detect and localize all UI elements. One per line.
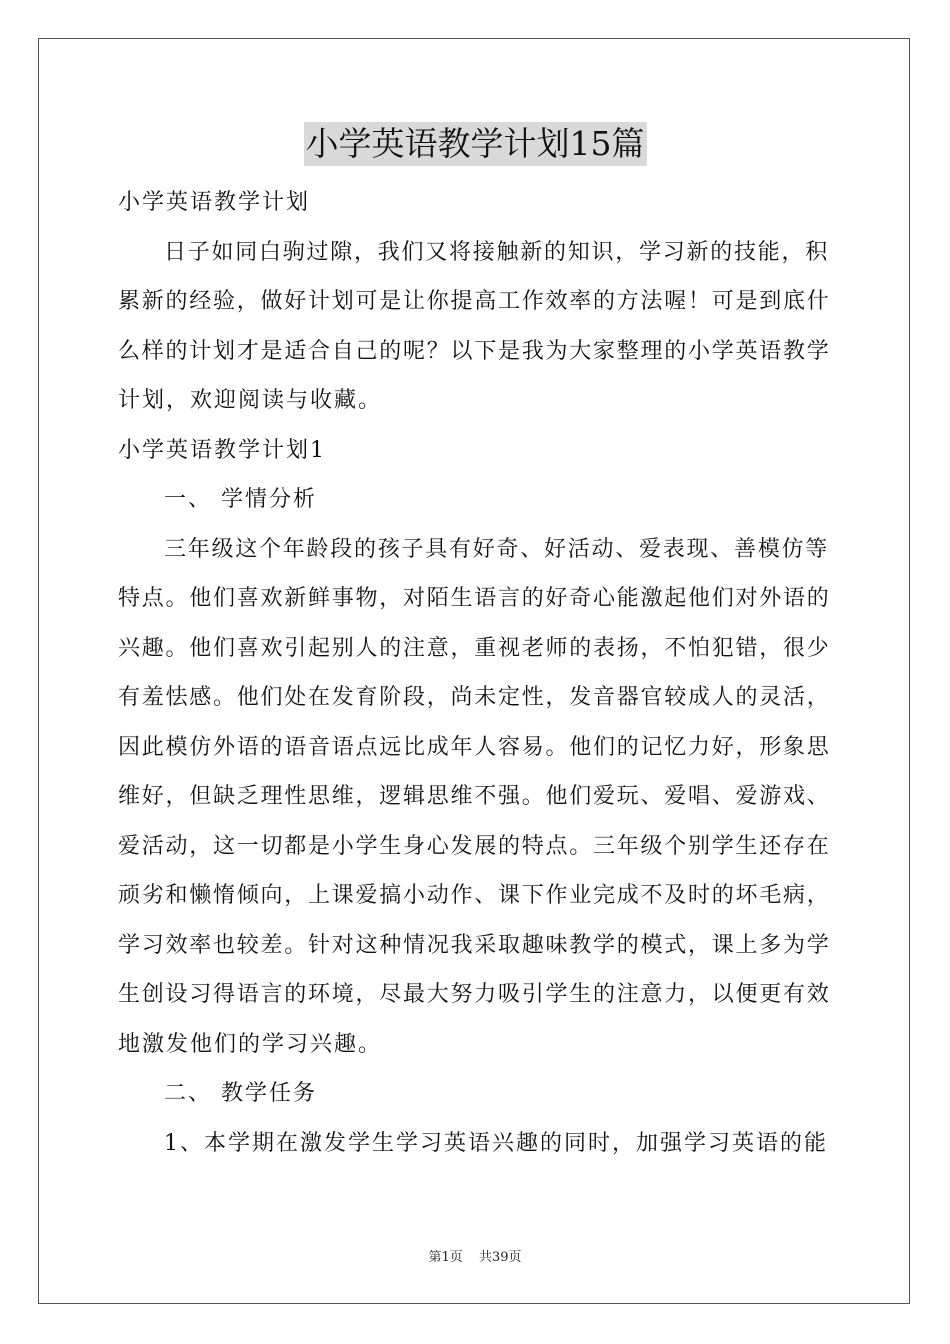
text-line: 学习效率也较差。针对这种情况我采取趣味教学的模式，课上多为学 xyxy=(118,932,831,958)
page-footer xyxy=(0,1246,950,1265)
text-line: 一、 学情分析 xyxy=(164,487,317,512)
text-line: 兴趣。他们喜欢引起别人的注意，重视老师的表扬，不怕犯错，很少 xyxy=(118,635,831,661)
text-line: 维好，但缺乏理性思维，逻辑思维不强。他们爱玩、爱唱、爱游戏、 xyxy=(118,784,831,809)
text-line: 累新的经验，做好计划可是让你提高工作效率的方法喔！可是到底什 xyxy=(118,289,831,314)
text-line: 小学英语教学计划 xyxy=(118,190,311,215)
title-container xyxy=(0,122,950,166)
text-line: 顽劣和懒惰倾向，上课爱搞小动作、课下作业完成不及时的坏毛病， xyxy=(118,883,831,908)
text-line: 爱活动，这一切都是小学生身心发展的特点。三年级个别学生还存在 xyxy=(118,833,831,859)
text-line: 因此模仿外语的语音语点远比成年人容易。他们的记忆力好，形象思 xyxy=(118,734,831,760)
text-line: 生创设习得语言的环境，尽最大努力吸引学生的注意力，以便更有效 xyxy=(118,982,831,1007)
text-line: 计划，欢迎阅读与收藏。 xyxy=(118,388,383,413)
text-line: 二、 教学任务 xyxy=(164,1081,317,1106)
text-line: 1、本学期在激发学生学习英语兴趣的同时，加强学习英语的能 xyxy=(164,1130,828,1156)
text-line: 么样的计划才是适合自己的呢？以下是我为大家整理的小学英语教学 xyxy=(118,338,831,364)
text-line: 地激发他们的学习兴趣。 xyxy=(118,1031,383,1057)
total-pages: 共39页 xyxy=(478,1250,522,1265)
text-line: 小学英语教学计划1 xyxy=(118,437,326,463)
document-body xyxy=(118,178,834,1168)
text-line: 特点。他们喜欢新鲜事物，对陌生语言的好奇心能激起他们对外语的 xyxy=(118,586,831,611)
document-title: 小学英语教学计划15篇 xyxy=(304,122,647,166)
text-line: 有羞怯感。他们处在发育阶段，尚未定性，发音器官较成人的灵活， xyxy=(118,685,831,710)
page-number: 第1页 xyxy=(428,1250,463,1265)
text-line: 三年级这个年龄段的孩子具有好奇、好活动、爱表现、善模仿等 xyxy=(164,536,830,562)
text-line: 日子如同白驹过隙，我们又将接触新的知识，学习新的技能，积 xyxy=(164,239,830,265)
